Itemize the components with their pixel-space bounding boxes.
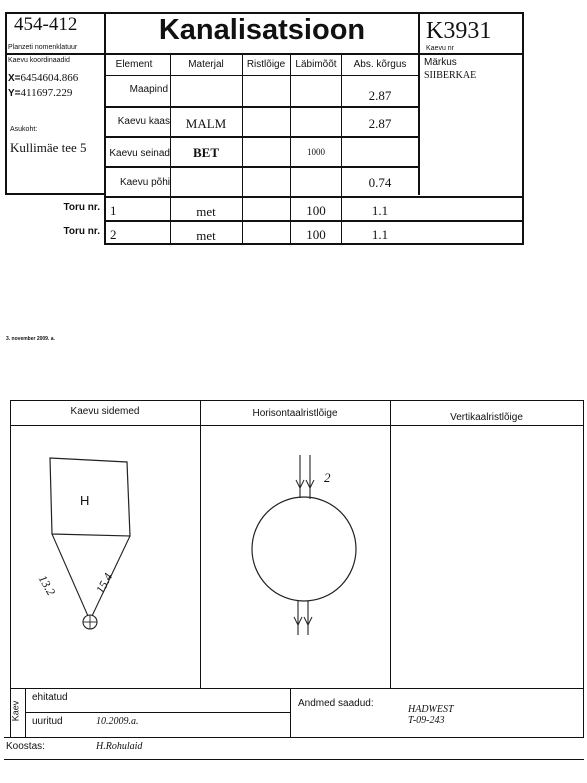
pipe-height: 1.1 (371, 203, 389, 218)
header-height: Abs. kõrgus (353, 59, 407, 70)
pipe-material: met (196, 228, 216, 243)
frame-line (200, 400, 201, 688)
location-value: Kullimäe tee 5 (10, 140, 87, 155)
measured-value: 10.2009.a. (96, 716, 139, 727)
y-coordinate: Y=411697.229 (8, 87, 73, 99)
compiled-label: Koostas: (6, 741, 45, 752)
row-element: Kaevu põhi (119, 177, 170, 188)
well-number-label: Kaevu nr (426, 45, 455, 52)
row-material: BET (192, 145, 219, 160)
table-line (104, 136, 420, 138)
nomenclature-label: Planzeti nomenklatuur (8, 44, 78, 51)
dimension-right: 15.4 (92, 570, 116, 596)
data-from-value1: HADWEST (408, 704, 454, 715)
pipe-number: 1 (110, 203, 117, 218)
frame-line (25, 688, 26, 738)
frame-line (10, 688, 584, 689)
row-height: 2.87 (368, 116, 392, 131)
well-number-value: K3931 (426, 18, 492, 44)
pipe-diameter: 100 (306, 227, 326, 242)
connections-sketch (30, 450, 170, 640)
col-title-vertical: Vertikaalristlõige (450, 412, 523, 423)
table-line (104, 196, 524, 198)
frame-line (25, 712, 291, 713)
row-element: Maapind (129, 84, 168, 95)
frame-line (290, 688, 291, 738)
data-from-label: Andmed saadud: (298, 698, 374, 709)
note-value: SIIBERKAE (424, 70, 477, 81)
x-coordinate: X=6454604.866 (8, 72, 79, 84)
row-element: Kaevu seinad (109, 148, 170, 159)
note-label: Märkus (424, 57, 457, 68)
row-element: Kaevu kaas (117, 116, 170, 127)
frame-line (5, 12, 7, 195)
location-label: Asukoht: (10, 126, 38, 133)
frame-line (5, 53, 524, 55)
measured-label: uuritud (32, 716, 63, 727)
pipe-material: met (196, 204, 216, 219)
col-title-horizontal: Horisontaalristlõige (252, 408, 338, 419)
table-line (104, 166, 420, 168)
header-diameter: Läbimõõt (295, 59, 337, 70)
frame-line (10, 425, 584, 426)
table-line (104, 220, 524, 222)
nomenclature-value: 454-412 (14, 14, 78, 35)
frame-line (522, 12, 524, 244)
row-height: 0.74 (368, 175, 392, 190)
row-height: 2.87 (368, 88, 392, 103)
frame-line (10, 400, 11, 688)
coords-label: Kaevu koordinaadid (8, 57, 70, 64)
pipe-label: Toru nr. (63, 226, 100, 237)
table-line (104, 243, 524, 245)
frame-line (390, 400, 391, 688)
table-line (242, 53, 243, 245)
col-title-connections: Kaevu sidemed (70, 406, 140, 417)
dimension-left: 13.2 (35, 572, 59, 598)
pipe-number: 2 (110, 227, 117, 242)
frame-line (583, 688, 584, 738)
frame-line (4, 737, 584, 738)
table-line (104, 106, 420, 108)
frame-line (583, 400, 584, 688)
frame-line (10, 400, 584, 401)
table-line (104, 75, 420, 76)
pipe-label: Toru nr. (63, 202, 100, 213)
sketch-box-letter: H (80, 493, 90, 508)
date-line: 3. november 2009. a. (6, 336, 55, 342)
header-material: Materjal (188, 59, 224, 70)
arrow-label: 2 (324, 470, 331, 485)
page-title: Kanalisatsioon (158, 14, 366, 46)
pipe-diameter: 100 (306, 203, 326, 218)
compiled-value: H.Rohulaid (96, 741, 143, 752)
header-element: Element (115, 59, 153, 70)
frame-line (4, 759, 584, 760)
frame-line (5, 193, 105, 195)
built-label: ehitatud (32, 692, 68, 703)
row-diameter: 1000 (307, 147, 325, 157)
data-from-value2: T-09-243 (408, 715, 445, 726)
horizontal-section-sketch (230, 445, 370, 645)
pipe-height: 1.1 (371, 227, 389, 242)
row-material: MALM (185, 116, 227, 131)
side-label: Kaev (10, 700, 21, 722)
header-section: Ristlõige (246, 59, 286, 70)
